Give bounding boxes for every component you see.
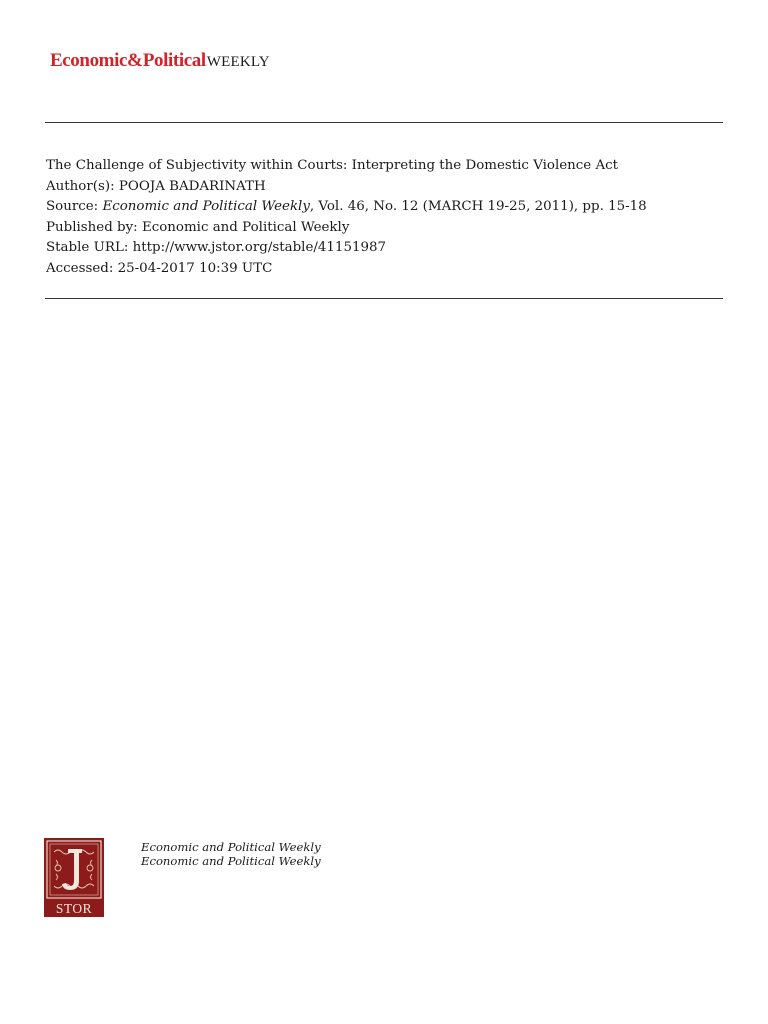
logo-political: Political bbox=[142, 50, 206, 71]
author-line bbox=[46, 177, 726, 198]
bottom-divider bbox=[45, 298, 723, 299]
logo-ampersand: & bbox=[127, 50, 143, 71]
journal-logo bbox=[50, 50, 270, 74]
publisher-label: Published by: bbox=[46, 219, 142, 235]
jstor-logo-text: STOR bbox=[55, 901, 93, 916]
publisher-name: Economic and Political Weekly bbox=[141, 219, 350, 235]
logo-weekly: WEEKLY bbox=[206, 54, 270, 70]
stable-url-link[interactable]: http://www.jstor.org/stable/41151987 bbox=[132, 240, 387, 256]
footer-text bbox=[141, 840, 321, 868]
accessed-date: 25-04-2017 10:39 UTC bbox=[117, 260, 273, 276]
publisher-line bbox=[46, 218, 726, 239]
footer-line-2: Economic and Political Weekly bbox=[141, 854, 321, 869]
footer-line-1: Economic and Political Weekly bbox=[141, 840, 321, 854]
accessed-label: Accessed: bbox=[46, 260, 118, 276]
article-metadata bbox=[46, 156, 726, 280]
source-journal: Economic and Political Weekly bbox=[102, 199, 310, 215]
author-name: POOJA BADARINATH bbox=[118, 178, 266, 194]
top-divider bbox=[45, 122, 723, 123]
stable-url-line bbox=[46, 238, 726, 259]
accessed-line bbox=[46, 259, 726, 280]
source-label: Source: bbox=[46, 199, 103, 215]
stable-url-label: Stable URL: bbox=[46, 240, 133, 256]
jstor-logo-icon bbox=[44, 838, 104, 917]
logo-economic: Economic bbox=[50, 50, 128, 71]
article-title: The Challenge of Subjectivity within Courts: Interpreting the Domestic Violence Act bbox=[46, 158, 619, 173]
source-line bbox=[46, 197, 726, 218]
author-label: Author(s): bbox=[46, 178, 119, 194]
source-details: , Vol. 46, No. 12 (MARCH 19-25, 2011), pp. 15-18 bbox=[309, 199, 647, 215]
